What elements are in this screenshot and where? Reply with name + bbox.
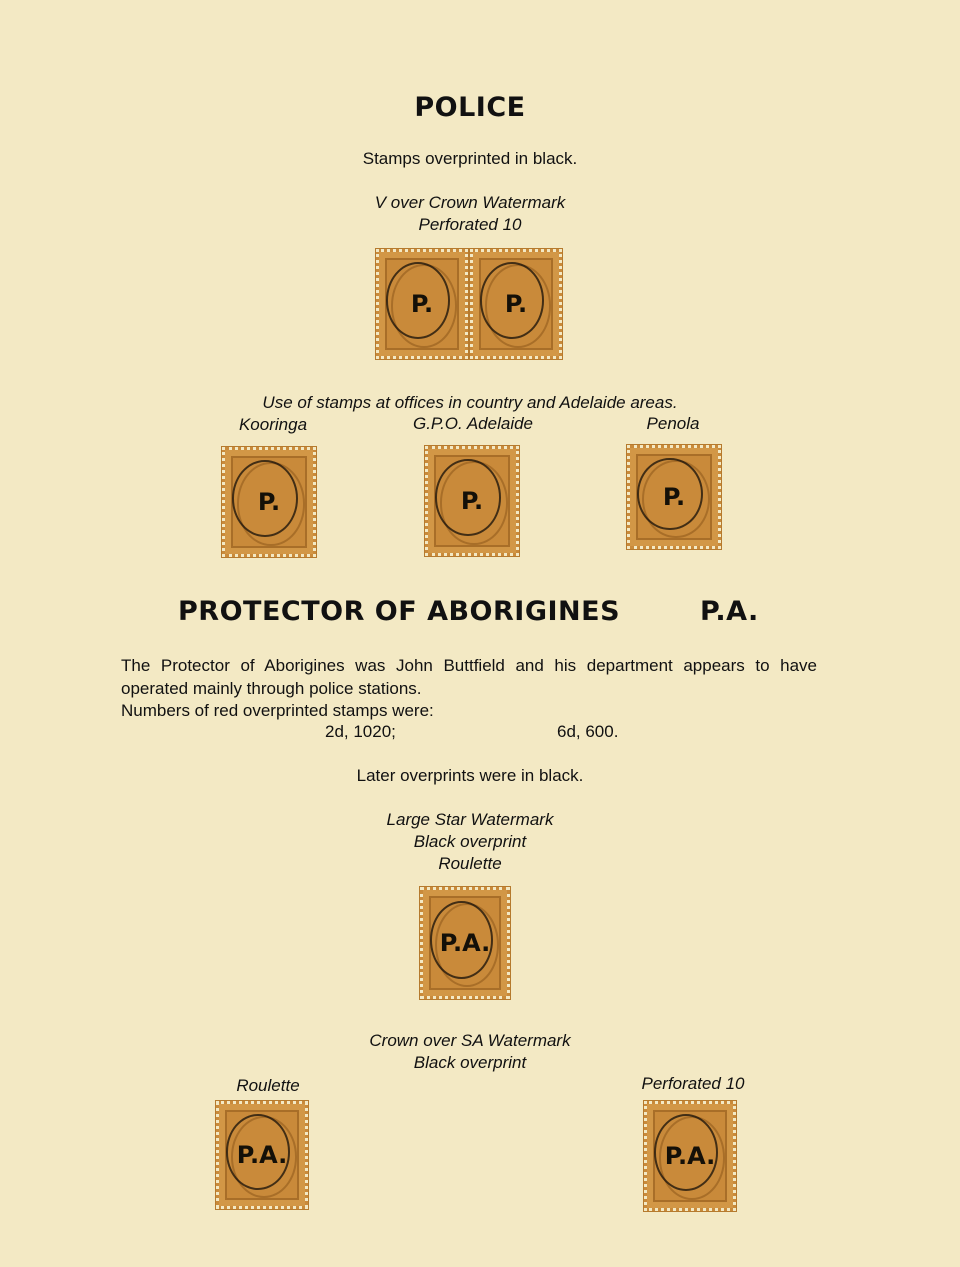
numbers-2d: 2d, 1020; [325,722,396,741]
later-note: Later overprints were in black. [356,766,584,785]
stamp-police-pair-left [376,249,468,359]
protector-title: PROTECTOR OF ABORIGINES [178,596,621,627]
police-usage-note: Use of stamps at offices in country and Adelaide areas. [262,393,678,412]
group1-watermark: Large Star Watermark [386,810,554,829]
roulette-label: Roulette [236,1076,300,1095]
stamp-pa-large-star [420,887,510,999]
stamp-gpo-adelaide [425,446,519,556]
overprint: P. [460,487,484,515]
perforated-label: Perforated 10 [641,1074,745,1093]
overprint: P.A. [439,929,491,957]
overprint: P.A. [664,1142,716,1170]
overprint: P. [504,290,528,318]
overprint: P. [662,483,686,511]
numbers-6d: 6d, 600. [557,722,619,741]
stamp-pa-roulette [216,1101,308,1209]
police-title: POLICE [414,92,526,123]
overprint: P.A. [236,1141,288,1169]
office-label-gpo: G.P.O. Adelaide [412,414,534,433]
police-watermark: V over Crown Watermark [374,193,566,212]
group2-overprint: Black overprint [413,1053,527,1072]
overprint: P. [257,488,281,516]
office-label-penola: Penola [646,414,700,433]
protector-description: The Protector of Aborigines was John Buttfield and his department appears to have operated mainly through police stations. [121,656,817,698]
police-overprint-note: Stamps overprinted in black. [362,149,578,168]
protector-code: P.A. [700,596,759,627]
office-label-kooringa: Kooringa [238,415,308,434]
stamp-pa-perforated [644,1101,736,1211]
group1-separation: Roulette [438,854,502,873]
stamp-penola [627,445,721,549]
police-perforation: Perforated 10 [418,215,522,234]
overprint: P. [410,290,434,318]
stamp-police-pair-right [470,249,562,359]
group1-overprint: Black overprint [413,832,527,851]
group2-watermark: Crown over SA Watermark [369,1031,571,1050]
numbers-label: Numbers of red overprinted stamps were: [121,701,434,720]
stamp-kooringa [222,447,316,557]
